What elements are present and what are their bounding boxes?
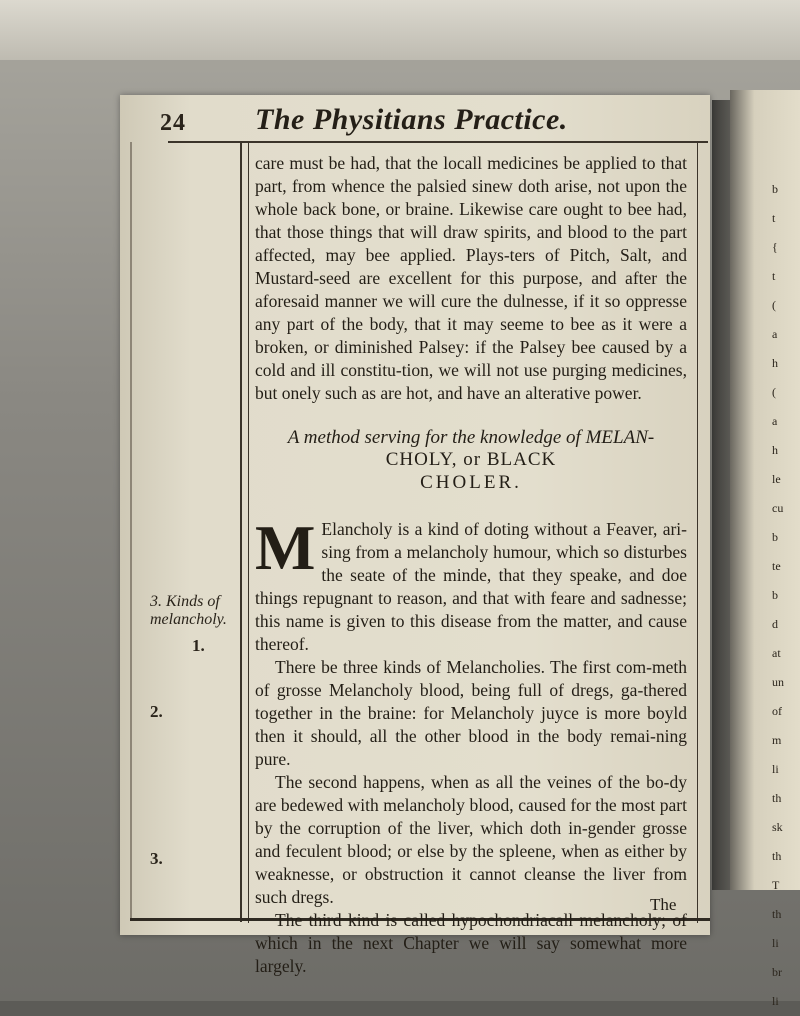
facing-page-fragment: ( (772, 385, 776, 399)
page-number: 24 (160, 110, 186, 136)
heading-line-1: A method serving for the knowledge of MELAN- (287, 427, 655, 448)
outer-margin-rule (130, 142, 132, 920)
facing-page-fragment: th (772, 907, 782, 921)
paragraph-definition-text: Elancholy is a kind of doting without a Feaver, ari-sing from a melancholy humour, which so disturbes the seate of the minde, that they speake, and doe things repugnant to reason, and that with feare and sadnesse; this name is given to this disease from the matter, and cause thereof. (255, 519, 687, 654)
facing-page-fragment: t (772, 269, 776, 283)
book-gutter (712, 100, 730, 890)
facing-page-fragment: a (772, 414, 778, 428)
margin-number-1: 1. (192, 636, 205, 655)
facing-page-fragment: a (772, 327, 778, 341)
facing-page-fragment: b (772, 530, 778, 544)
margin-number-2: 2. (150, 702, 163, 721)
facing-page-text (772, 175, 800, 1016)
facing-page-fragment: m (772, 733, 782, 747)
facing-page-fragment: th (772, 849, 782, 863)
facing-page-fragment: b (772, 588, 778, 602)
facing-page-fragment: of (772, 704, 782, 718)
facing-page-fragment: te (772, 559, 781, 573)
facing-page-fragment: br (772, 965, 782, 979)
facing-page-fragment: t (772, 211, 776, 225)
facing-page-fragment: h (772, 356, 778, 370)
facing-page-fragment: un (772, 675, 784, 689)
drop-cap: M (255, 512, 316, 583)
facing-page-fragment: d (772, 617, 778, 631)
facing-page-fragment: b (772, 182, 778, 196)
paragraph-definition (255, 512, 687, 656)
margin-note-kinds: 3. Kinds of melancholy. (150, 593, 227, 628)
body-text (255, 152, 687, 978)
facing-page-fragment: cu (772, 501, 784, 515)
paragraph-second-kind: The second happens, when as all the veines of the bo-dy are bedewed with melancholy blood, caused for the most part by the corruption of the liver, which doth in-gender grosse and feculent blood; or else by the spleene, when as either by weaknesse, or obstruction it cannot cleanse the liver from such dregs. (255, 772, 687, 907)
facing-page-fragment: sk (772, 820, 783, 834)
heading-line-3: CHOLER. (420, 472, 522, 493)
section-heading (255, 427, 687, 471)
catchword: The (650, 895, 677, 914)
header-rule (168, 141, 708, 143)
facing-page-fragment: li (772, 936, 779, 950)
facing-page-fragment: le (772, 472, 781, 486)
margin-number-3: 3. (150, 849, 163, 868)
facing-page-fragment: ( (772, 298, 776, 312)
facing-page-fragment: at (772, 646, 781, 660)
heading-line-2: CHOLY, or BLACK (385, 449, 557, 470)
facing-page-fragment: h (772, 443, 778, 457)
facing-page-fragment: th (772, 791, 782, 805)
text-frame-left-rule (240, 142, 242, 922)
running-head: The Physitians Practice. (255, 103, 568, 136)
paragraph-palsy-cure: care must be had, that the locall medicines be applied to that part, from whence the palsied sinew doth arise, not upon the whole back bone, or braine. Likewise care ought to bee had, that those things that will draw spirits, and blood to the part affected, may bee applied. Plays-ters of Pitch, Salt, and Mustard-seed are excellent for this purpose, and after the aforesaid manner we will cure the dulnesse, if it so oppresse any part of the body, that it may seeme to bee as it were a broken, or diminished Palsey: if the Palsey bee caused by a cold and ill constitu-tion, we will not use purging medicines, but onely such as are hot, and have an alterative power. (255, 153, 687, 403)
facing-page-fragment: li (772, 762, 779, 776)
facing-page-fragment: T (772, 878, 780, 892)
facing-page-fragment: li (772, 994, 779, 1008)
paragraph-third-kind: The third kind is called hypochondriacall melancholy; of which in the next Chapter we will say somewhat more largely. (255, 910, 687, 976)
paragraph-first-kind: There be three kinds of Melancholies. The first com-meth of grosse Melancholy blood, being full of dregs, ga-thered together in the braine: for Melancholy juyce is more boyld then it should, all the other blood in the body remai-ning pure. (255, 657, 687, 769)
scan-top-strip (0, 0, 800, 60)
facing-page-fragment: { (772, 240, 778, 254)
